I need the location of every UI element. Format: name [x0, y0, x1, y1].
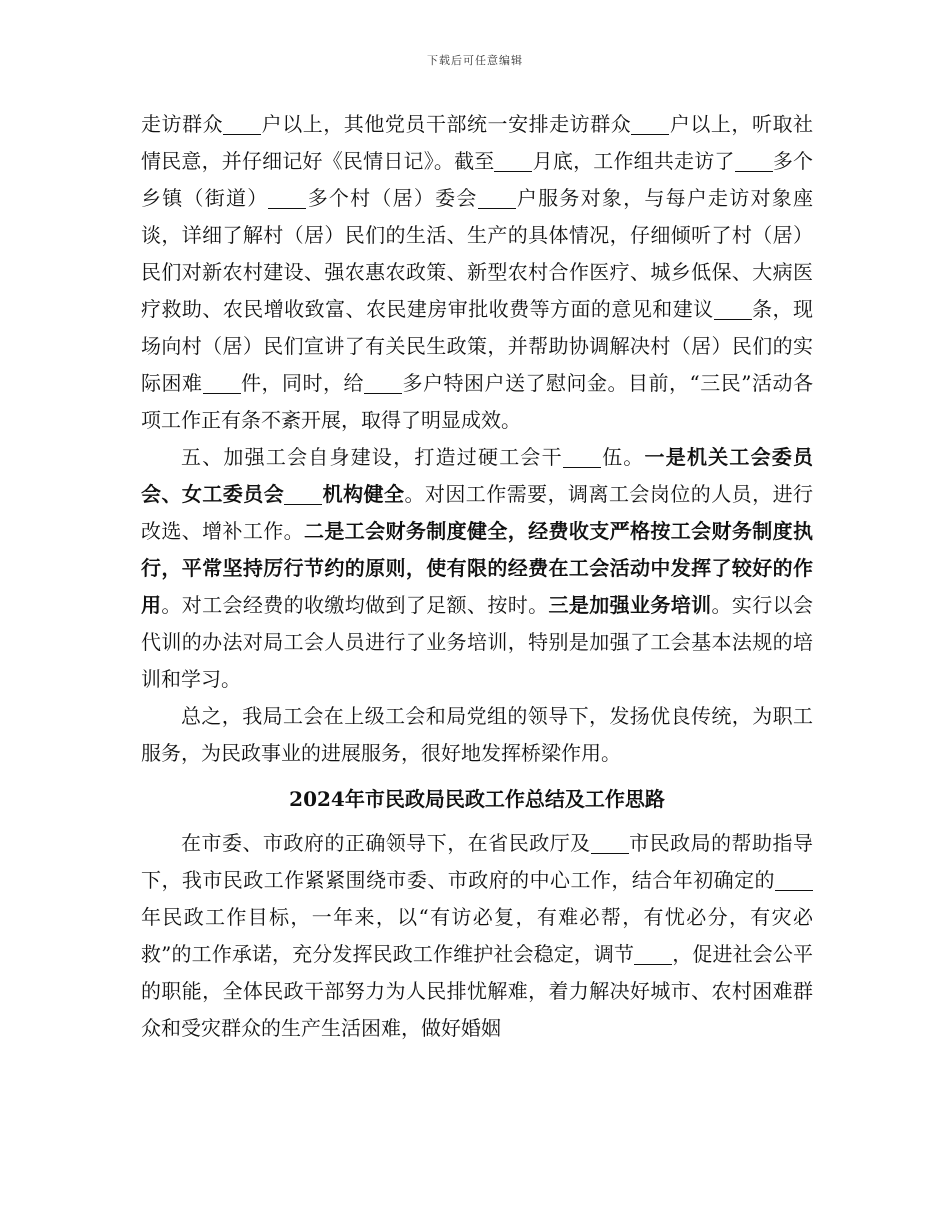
blank-underline — [634, 944, 672, 965]
blank-underline — [364, 373, 402, 394]
blank-underline — [714, 299, 752, 320]
page-header: 下载后可任意编辑 — [427, 54, 523, 67]
blank-underline — [284, 484, 322, 505]
blank-underline — [478, 188, 516, 209]
blank-underline — [775, 870, 813, 891]
blank-underline — [591, 833, 629, 854]
blank-underline — [223, 114, 261, 135]
blank-underline — [494, 151, 532, 172]
blank-underline — [203, 373, 241, 394]
blank-underline — [268, 188, 306, 209]
blank-underline — [631, 114, 669, 135]
blank-underline — [563, 447, 601, 468]
section-title: 2024年市民政局民政工作总结及工作思路 — [289, 787, 665, 811]
paragraph-union-building: 五、加强工会自身建设，打造过硬工会干 伍。一是机关工会委员会、女工委员会 机构健全。对因工作需要，调离工会岗位的人员，进行改选、增补工作。二是工会财务制度健全，经费收支严格按工会财务制度执行，平常坚持厉行节约的原则，使有限的经费在工会活动中发挥了较好的作用。对工会经费的收缴均做到了足额、按时。三是加强业务培训。实行以会代训的办法对局工会人员进行了业务培训，特别是加强了工会基本法规的培训和学习。 — [141, 445, 814, 691]
paragraph-civil-affairs: 在市委、市政府的正确领导下，在省民政厅及 市民政局的帮助指导下，我市民政工作紧紧围绕市委、市政府的中心工作，结合年初确定的年民政工作目标，一年来，以“有访必复，有难必帮，有忧必分，有灾必救”的工作承诺，充分发挥民政工作维护社会稳定，调节 ，促进社会公平的职能，全体民政干部努力为人民排忧解难，着力解决好城市、农村困难群众和受灾群众的生产生活困难，做好婚姻 — [141, 831, 814, 1040]
document-body — [141, 106, 813, 1047]
paragraph-visits: 走访群众 户以上，其他党员干部统一安排走访群众 户以上，听取社情民意，并仔细记好《民情日记》。截至 月底，工作组共走访了 多个乡镇（街道） 多个村（居）委会 户服务对象，与每户走访对象座谈，详细了解村（居）民们的生活、生产的具体情况，仔细倾听了村（居）民们对新农村建设、强农惠农政策、新型农村合作医疗、城乡低保、大病医疗救助、农民增收致富、农民建房审批收费等方面的意见和建议 条，现场向村（居）民们宣讲了有关民生政策，并帮助协调解决村（居）民们的实际困难 件，同时，给 多户特困户送了慰问金。目前，“三民”活动各项工作正有条不紊开展，取得了明显成效。 — [141, 112, 814, 432]
blank-underline — [735, 151, 773, 172]
paragraph-summary: 总之，我局工会在上级工会和局党组的领导下，发扬优良传统，为职工服务，为民政事业的进展服务，很好地发挥桥梁作用。 — [141, 704, 813, 765]
